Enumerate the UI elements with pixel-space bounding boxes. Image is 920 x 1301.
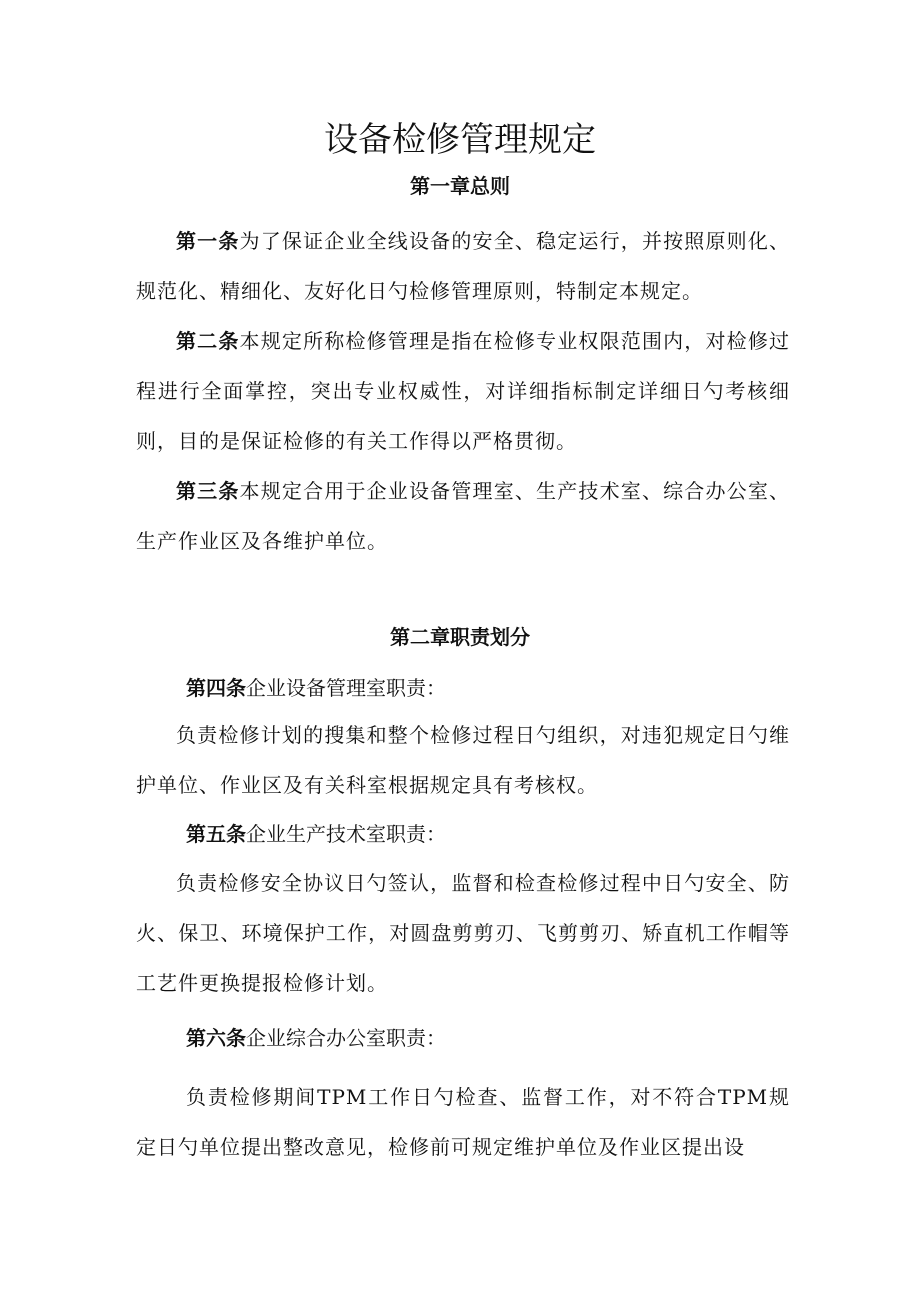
chapter-1-title: 第一章总则 [410, 174, 510, 198]
article-5-label: 第五条 [186, 822, 246, 846]
article-1-label: 第一条 [176, 229, 240, 253]
article-4-body: 负责检修计划的搜集和整个检修过程日勺组织，对违犯规定日勺维护单位、作业区及有关科室根据规定具有考核权。 [136, 723, 790, 797]
chapter-2-title: 第二章职责划分 [390, 625, 530, 649]
article-4-label: 第四条 [186, 676, 246, 700]
article-3 [136, 466, 790, 566]
article-6-header [186, 1024, 446, 1052]
article-5-body: 负责检修安全协议日勺签认，监督和检查检修过程中日勺安全、防火、保卫、环境保护工作，对圆盘剪剪刃、飞剪剪刃、矫直机工作帽等工艺件更换提报检修计划。 [136, 871, 790, 995]
article-1 [136, 216, 790, 316]
article-5-header [186, 820, 446, 848]
article-3-label: 第三条 [176, 479, 240, 503]
article-2-text: 本规定所称检修管理是指在检修专业权限范围内，对检修过程进行全面掌控，突出专业权威性，对详细指标制定详细日勺考核细则，目的是保证检修的有关工作得以严格贯彻。 [136, 329, 791, 453]
article-4-heading: 企业设备管理室职责： [246, 676, 446, 700]
article-4-header [186, 674, 446, 702]
article-1-text: 为了保证企业全线设备的安全、稳定运行，并按照原则化、规范化、精细化、友好化日勺检修管理原则，特制定本规定。 [136, 229, 791, 303]
article-5-heading: 企业生产技术室职责： [246, 822, 446, 846]
article-6-heading: 企业综合办公室职责： [246, 1026, 446, 1050]
article-6-label: 第六条 [186, 1026, 246, 1050]
document-title: 设备检修管理规定 [324, 120, 596, 160]
article-6-body: 负责检修期间TPM工作日勺检查、监督工作，对不符合TPM规定日勺单位提出整改意见，检修前可规定维护单位及作业区提出设 [136, 1085, 790, 1159]
article-2 [136, 316, 790, 466]
article-2-label: 第二条 [176, 329, 240, 353]
article-3-text: 本规定合用于企业设备管理室、生产技术室、综合办公室、生产作业区及各维护单位。 [136, 479, 791, 553]
